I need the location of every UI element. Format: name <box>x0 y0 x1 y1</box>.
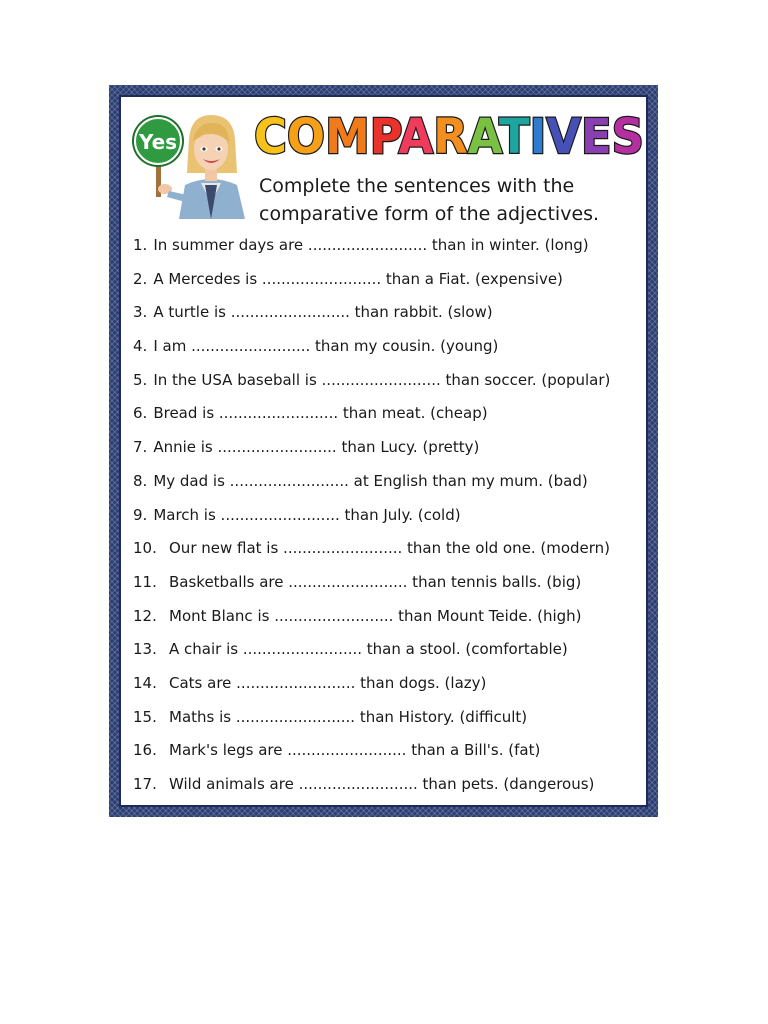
question-number: 4. <box>133 337 148 356</box>
title-letter: T <box>499 109 532 165</box>
question-item <box>133 600 653 634</box>
question-item <box>133 566 653 600</box>
title-letter: O <box>286 109 328 165</box>
instruction-line-1: Complete the sentences with the <box>259 175 575 197</box>
question-number: 14. <box>133 673 157 692</box>
question-text: Annie is ......................... than Lucy. (pretty) <box>153 438 480 457</box>
question-number: 15. <box>133 707 157 726</box>
question-number: 5. <box>133 370 148 389</box>
question-number: 12. <box>133 606 157 625</box>
title-text <box>254 109 647 165</box>
question-text: A Mercedes is ......................... than a Fiat. (expensive) <box>153 269 563 288</box>
title-letter: R <box>433 109 471 165</box>
worksheet-border <box>109 85 658 817</box>
question-text: Wild animals are ......................... than pets. (dangerous) <box>169 775 595 793</box>
page-title <box>249 103 649 165</box>
question-item <box>133 701 653 735</box>
question-item <box>133 263 653 297</box>
question-number: 17. <box>133 775 157 793</box>
question-item <box>133 768 653 802</box>
question-text: Maths is ......................... than History. (difficult) <box>169 707 528 726</box>
question-item <box>133 431 653 465</box>
question-text: Bread is ......................... than meat. (cheap) <box>153 404 488 423</box>
question-item <box>133 734 653 768</box>
question-text: Our new flat is ......................... than the old one. (modern) <box>169 539 611 558</box>
worksheet <box>119 95 648 807</box>
question-text: March is ......................... than July. (cold) <box>153 505 461 524</box>
question-item <box>133 499 653 533</box>
title-letter: E <box>581 109 614 165</box>
yes-sign-text: Yes <box>138 130 178 154</box>
question-number: 10. <box>133 539 157 558</box>
title-letter: A <box>398 109 436 165</box>
title-letter: C <box>254 109 290 165</box>
question-number: 11. <box>133 572 157 591</box>
question-item <box>133 532 653 566</box>
question-item <box>133 229 653 263</box>
question-list <box>133 229 653 802</box>
question-text: My dad is ......................... at English than my mum. (bad) <box>153 471 588 490</box>
title-letter: P <box>369 109 401 165</box>
question-text: Cats are ......................... than dogs. (lazy) <box>169 673 487 692</box>
question-item <box>133 364 653 398</box>
question-number: 9. <box>133 505 148 524</box>
title-letter: A <box>467 109 502 165</box>
title-letter: M <box>325 109 373 165</box>
question-item <box>133 330 653 364</box>
question-number: 1. <box>133 236 148 254</box>
question-number: 7. <box>133 438 148 457</box>
question-number: 16. <box>133 741 157 760</box>
question-item <box>133 633 653 667</box>
question-text: Basketballs are ......................... than tennis balls. (big) <box>169 572 582 591</box>
title-letter: S <box>611 109 647 165</box>
question-number: 2. <box>133 269 148 288</box>
instruction-line-2: comparative form of the adjectives. <box>259 203 600 225</box>
question-text: A chair is ......................... than a stool. (comfortable) <box>169 640 568 659</box>
question-item <box>133 465 653 499</box>
avatar-with-yes-sign <box>131 111 249 219</box>
question-text: A turtle is ......................... than rabbit. (slow) <box>153 303 493 322</box>
question-text: I am ......................... than my cousin. (young) <box>153 337 499 356</box>
title-letter: I <box>529 109 548 165</box>
question-item <box>133 667 653 701</box>
question-number: 13. <box>133 640 157 659</box>
question-text: In summer days are ......................... than in winter. (long) <box>153 236 589 254</box>
question-number: 6. <box>133 404 148 423</box>
question-text: Mark's legs are ......................... than a Bill's. (fat) <box>169 741 541 760</box>
instructions <box>259 172 649 228</box>
question-number: 8. <box>133 471 148 490</box>
question-item <box>133 397 653 431</box>
title-letter: V <box>546 109 584 165</box>
question-text: Mont Blanc is ......................... than Mount Teide. (high) <box>169 606 582 625</box>
question-text: In the USA baseball is ......................... than soccer. (popular) <box>153 370 611 389</box>
question-number: 3. <box>133 303 148 322</box>
question-item <box>133 296 653 330</box>
